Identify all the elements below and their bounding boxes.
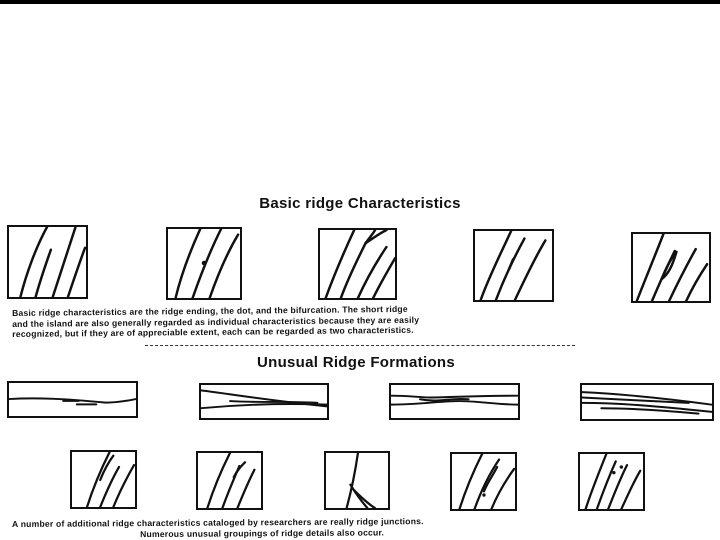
ridge-junction-figure	[196, 451, 263, 510]
ridge-ending-figure	[7, 225, 88, 299]
caption-line: and the island are also generally regarded as individual characteristics because they are easily	[12, 314, 420, 329]
top-border	[0, 0, 720, 4]
caption-line: Numerous unusual groupings of ridge details also occur.	[140, 526, 385, 539]
dot-figure	[166, 227, 242, 300]
short-ridge-figure	[473, 229, 554, 302]
basic-ridge-title: Basic ridge Characteristics	[259, 195, 461, 212]
unusual-formation-figure	[7, 381, 138, 418]
caption-line: Basic ridge characteristics are the ridge ending, the dot, and the bifurcation. The short ridge	[12, 303, 408, 318]
unusual-formation-figure	[580, 383, 714, 421]
bifurcation-figure	[318, 228, 397, 300]
island-figure	[631, 232, 711, 303]
unusual-formation-figure	[199, 383, 329, 420]
ridge-junction-figure	[450, 452, 517, 511]
basic-ridge-caption	[12, 304, 419, 340]
unusual-formation-figure	[389, 383, 520, 420]
section-divider	[145, 345, 575, 346]
ridge-junction-figure	[578, 452, 645, 511]
caption-line: recognized, but if they are of appreciable extent, each can be regarded as two characteristics.	[12, 324, 414, 339]
caption-line: A number of additional ridge characteristics cataloged by researchers are really ridge junctions.	[12, 516, 424, 529]
ridge-junction-figure	[324, 451, 390, 510]
unusual-ridge-title: Unusual Ridge Formations	[256, 354, 456, 371]
unusual-ridge-caption	[12, 516, 424, 540]
ridge-junction-figure	[70, 450, 137, 509]
